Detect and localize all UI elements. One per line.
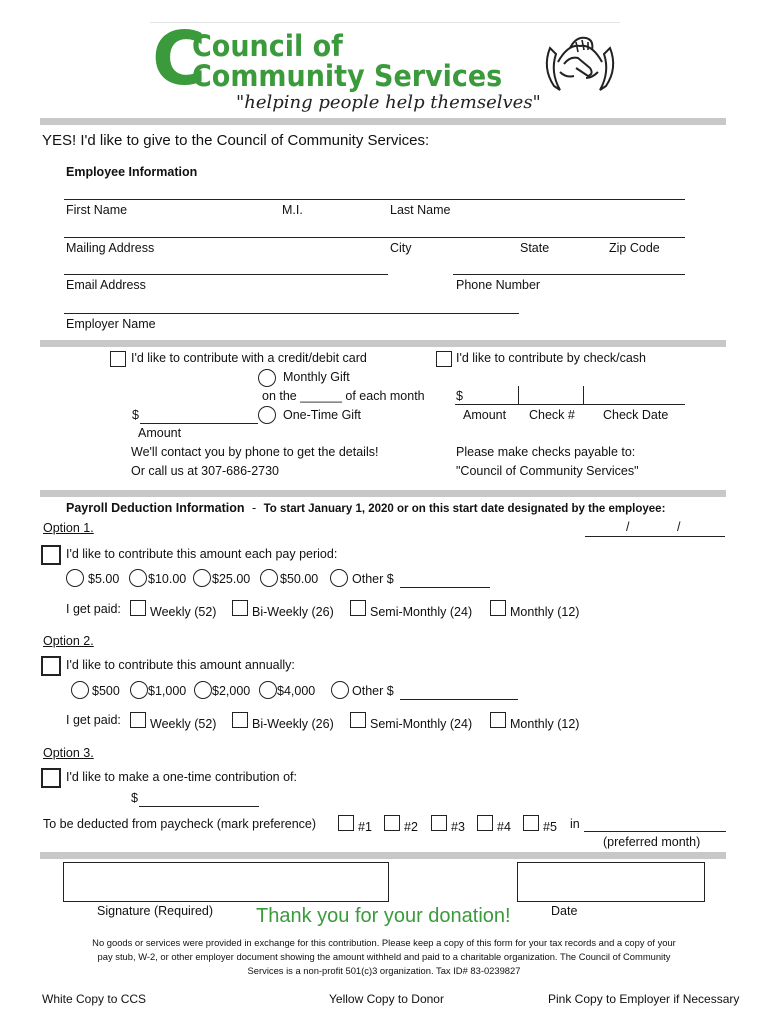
payable-text: Please make checks payable to: xyxy=(456,445,636,459)
payroll-subtitle: To start January 1, 2020 or on this start date designated by the employee: xyxy=(263,503,666,515)
first-name-label: First Name xyxy=(66,203,128,217)
header-divider xyxy=(40,118,726,125)
option2-text: I'd like to contribute this amount annually: xyxy=(66,658,295,672)
payroll-title: Payroll Deduction Information xyxy=(66,501,245,515)
option1-freq-checkbox-3[interactable] xyxy=(350,600,366,616)
option1-amount-other: Other $ xyxy=(352,572,394,586)
option2-amount-3: $2,000 xyxy=(212,684,251,698)
option1-amount-radio-4[interactable] xyxy=(260,569,278,587)
payable-name: "Council of Community Services" xyxy=(456,464,639,478)
on-the-label: on the ______ of each month xyxy=(262,389,425,403)
card-label: I'd like to contribute with a credit/debit card xyxy=(131,351,367,365)
employee-section-title: Employee Information xyxy=(66,165,198,179)
pref-label-5: #5 xyxy=(543,820,557,834)
pref-label-3: #3 xyxy=(451,820,465,834)
option2-other-line[interactable] xyxy=(400,699,518,700)
state-label: State xyxy=(520,241,550,255)
header-top-rule xyxy=(150,22,620,23)
footer-white-copy: White Copy to CCS xyxy=(42,992,147,1006)
option1-freq-checkbox-4[interactable] xyxy=(490,600,506,616)
tagline: "helping people help themselves" xyxy=(236,92,541,113)
option1-label: Option 1. xyxy=(43,521,94,535)
pref-checkbox-5[interactable] xyxy=(523,815,539,831)
option1-freq-checkbox-2[interactable] xyxy=(232,600,248,616)
zip-label: Zip Code xyxy=(609,241,660,255)
pref-checkbox-2[interactable] xyxy=(384,815,400,831)
option2-freq-checkbox-4[interactable] xyxy=(490,712,506,728)
card-dollar-sign: $ xyxy=(132,408,139,422)
brand-line1: Council of xyxy=(192,29,343,63)
option2-get-paid: I get paid: xyxy=(66,713,121,727)
date-box[interactable] xyxy=(517,862,705,902)
employer-line[interactable] xyxy=(64,313,519,314)
option2-label: Option 2. xyxy=(43,634,94,648)
email-line[interactable] xyxy=(64,274,388,275)
option2-freq-2: Bi-Weekly (26) xyxy=(252,717,334,731)
option2-freq-4: Monthly (12) xyxy=(510,717,580,731)
option1-freq-checkbox-1[interactable] xyxy=(130,600,146,616)
start-date-line[interactable] xyxy=(585,536,725,537)
option2-amount-4: $4,000 xyxy=(277,684,316,698)
phone-label: Phone Number xyxy=(456,278,541,292)
option3-text: I'd like to make a one-time contribution of: xyxy=(66,770,297,784)
intro-text: YES! I'd like to give to the Council of Community Services: xyxy=(42,132,430,149)
thank-you-text: Thank you for your donation! xyxy=(256,905,511,927)
name-line[interactable] xyxy=(64,199,685,200)
employer-label: Employer Name xyxy=(66,317,156,331)
option1-checkbox[interactable] xyxy=(41,545,61,565)
option1-amount-radio-1[interactable] xyxy=(66,569,84,587)
option1-amount-radio-3[interactable] xyxy=(193,569,211,587)
option1-amount-1: $5.00 xyxy=(88,572,120,586)
monthly-gift-radio[interactable] xyxy=(258,369,276,387)
preferred-month-line[interactable] xyxy=(584,831,726,832)
signature-box[interactable] xyxy=(63,862,389,902)
deduct-preference-label: To be deducted from paycheck (mark preference) xyxy=(43,817,317,831)
email-label: Email Address xyxy=(66,278,146,292)
check-label: I'd like to contribute by check/cash xyxy=(456,351,646,365)
city-label: City xyxy=(390,241,412,255)
card-divider xyxy=(40,490,726,497)
option1-get-paid: I get paid: xyxy=(66,602,121,616)
pref-label-4: #4 xyxy=(497,820,511,834)
date-label: Date xyxy=(551,904,578,918)
disclaimer-line-3: Services is a non-profit 501(c)3 organization. Tax ID# 83-0239827 xyxy=(247,965,521,976)
option2-amount-radio-other[interactable] xyxy=(331,681,349,699)
option1-amount-3: $25.00 xyxy=(212,572,251,586)
option1-text: I'd like to contribute this amount each pay period: xyxy=(66,547,338,561)
mailing-address-label: Mailing Address xyxy=(66,241,155,255)
option1-amount-4: $50.00 xyxy=(280,572,319,586)
signature-label: Signature (Required) xyxy=(97,904,214,918)
option1-freq-3: Semi-Monthly (24) xyxy=(370,605,473,619)
address-line[interactable] xyxy=(64,237,685,238)
check-checkbox[interactable] xyxy=(436,351,452,367)
check-dollar-sign: $ xyxy=(456,389,463,403)
mi-label: M.I. xyxy=(282,203,303,217)
disclaimer xyxy=(46,936,722,978)
check-date-label: Check Date xyxy=(603,408,669,422)
option1-amount-2: $10.00 xyxy=(148,572,187,586)
handshake-icon xyxy=(540,28,620,96)
pref-label-2: #2 xyxy=(404,820,418,834)
last-name-label: Last Name xyxy=(390,203,451,217)
option1-other-line[interactable] xyxy=(400,587,490,588)
card-amount-label: Amount xyxy=(138,426,182,440)
pref-checkbox-1[interactable] xyxy=(338,815,354,831)
option1-freq-4: Monthly (12) xyxy=(510,605,580,619)
start-date-sep-2: / xyxy=(677,520,681,534)
option2-freq-checkbox-3[interactable] xyxy=(350,712,366,728)
disclaimer-line-1: No goods or services were provided in exchange for this contribution. Please keep a copy of this form for your tax records and a copy of your xyxy=(92,937,676,948)
monthly-gift-label: Monthly Gift xyxy=(283,370,350,384)
option1-freq-1: Weekly (52) xyxy=(150,605,217,619)
check-divider-1 xyxy=(518,386,519,404)
option1-amount-radio-other[interactable] xyxy=(330,569,348,587)
brand-line2: Community Services xyxy=(192,59,503,93)
footer-yellow-copy: Yellow Copy to Donor xyxy=(329,992,444,1006)
option2-freq-1: Weekly (52) xyxy=(150,717,217,731)
one-time-gift-label: One-Time Gift xyxy=(283,408,362,422)
card-call-text: Or call us at 307-686-2730 xyxy=(131,464,280,478)
option1-amount-radio-2[interactable] xyxy=(129,569,147,587)
pref-label-1: #1 xyxy=(358,820,372,834)
payroll-header xyxy=(66,501,665,515)
brand-logo xyxy=(152,16,532,102)
payroll-dash: - xyxy=(251,501,257,515)
employee-divider xyxy=(40,340,726,347)
pref-checkbox-4[interactable] xyxy=(477,815,493,831)
check-number-label: Check # xyxy=(529,408,575,422)
brand-c-letter: C xyxy=(152,16,207,102)
option2-amount-other: Other $ xyxy=(352,684,394,698)
start-date-sep-1: / xyxy=(626,520,630,534)
option2-freq-checkbox-1[interactable] xyxy=(130,712,146,728)
phone-line[interactable] xyxy=(453,274,685,275)
option2-amount-radio-3[interactable] xyxy=(194,681,212,699)
option3-dollar-sign: $ xyxy=(131,791,138,805)
card-amount-line[interactable] xyxy=(140,423,258,424)
check-divider-2 xyxy=(583,386,584,404)
option2-freq-checkbox-2[interactable] xyxy=(232,712,248,728)
option2-amount-radio-2[interactable] xyxy=(130,681,148,699)
check-amount-label: Amount xyxy=(463,408,507,422)
disclaimer-line-2: pay stub, W-2, or other employer document showing the amount withheld and paid to a charitable organization. The Council of Community xyxy=(97,951,671,962)
check-amount-line[interactable] xyxy=(455,404,685,405)
option2-amount-2: $1,000 xyxy=(148,684,187,698)
option2-checkbox[interactable] xyxy=(41,656,61,676)
option2-amount-radio-1[interactable] xyxy=(71,681,89,699)
footer-pink-copy: Pink Copy to Employer if Necessary xyxy=(548,992,740,1006)
pref-checkbox-3[interactable] xyxy=(431,815,447,831)
option2-freq-3: Semi-Monthly (24) xyxy=(370,717,473,731)
card-contact-text: We'll contact you by phone to get the details! xyxy=(131,445,379,459)
one-time-gift-radio[interactable] xyxy=(258,406,276,424)
option3-checkbox[interactable] xyxy=(41,768,61,788)
option1-freq-2: Bi-Weekly (26) xyxy=(252,605,334,619)
payroll-divider xyxy=(40,852,726,859)
option3-label: Option 3. xyxy=(43,746,94,760)
in-label: in xyxy=(570,817,580,831)
card-checkbox[interactable] xyxy=(110,351,126,367)
option2-amount-radio-4[interactable] xyxy=(259,681,277,699)
preferred-month-label: (preferred month) xyxy=(603,835,701,849)
option2-amount-1: $500 xyxy=(92,684,120,698)
option3-amount-line[interactable] xyxy=(139,806,259,807)
